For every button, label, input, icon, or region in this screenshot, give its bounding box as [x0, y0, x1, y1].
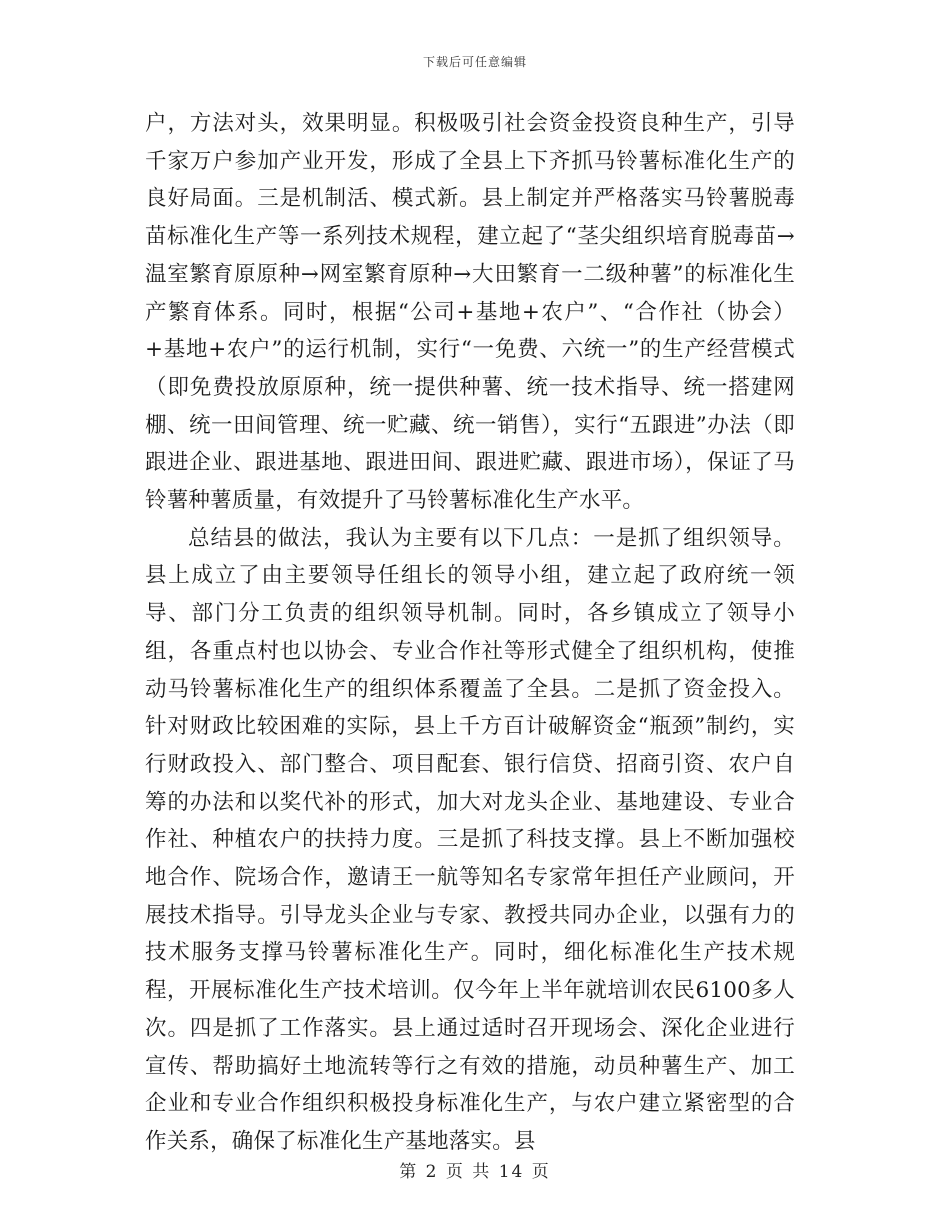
footer-suffix: 页 [531, 1162, 551, 1182]
total-page-count: 14 [498, 1162, 525, 1182]
paragraph-continuation: 户，方法对头，效果明显。积极吸引社会资金投资良种生产，引导千家万户参加产业开发，形成了全县上下齐抓马铃薯标准化生产的良好局面。三是机制活、模式新。县上制定并严格落实马铃薯脱毒苗标准化生产等一系列技术规程，建立起了“茎尖组织培育脱毒苗→温室繁育原原种→网室繁育原种→大田繁育一二级种薯”的标准化生产繁育体系。同时，根据“公司+基地+农户”、“合作社（协会）+基地+农户”的运行机制，实行“一免费、六统一”的生产经营模式（即免费投放原原种，统一提供种薯、统一技术指导、统一搭建网棚、统一田间管理、统一贮藏、统一销售），实行“五跟进”办法（即跟进企业、跟进基地、跟进田间、跟进贮藏、跟进市场），保证了马铃薯种薯质量，有效提升了马铃薯标准化生产水平。 [145, 111, 795, 514]
footer-middle: 页 共 [445, 1162, 492, 1182]
paragraph-summary: 总结县的做法，我认为主要有以下几点：一是抓了组织领导。县上成立了由主要领导任组长的领导小组，建立起了政府统一领导、部门分工负责的组织领导机制。同时，各乡镇成立了领导小组，各重点村也以协会、专业合作社等形式健全了组织机构，使推动马铃薯标准化生产的组织体系覆盖了全县。二是抓了资金投入。针对财政比较困难的实际，县上千方百计破解资金“瓶颈”制约，实行财政投入、部门整合、项目配套、银行信贷、招商引资、农户自筹的办法和以奖代补的形式，加大对龙头企业、基地建设、专业合作社、种植农户的扶持力度。三是抓了科技支撑。县上不断加强校地合作、院场合作，邀请王一航等知名专家常年担任产业顾问，开展技术指导。引导龙头企业与专家、教授共同办企业，以强有力的技术服务支撑马铃薯标准化生产。同时，细化标准化生产技术规程，开展标准化生产技术培训。仅今年上半年就培训农民6100多人次。四是抓了工作落实。县上通过适时召开现场会、深化企业进行宣传、帮助搞好土地流转等行之有效的措施，动员种薯生产、加工企业和专业合作组织积极投身标准化生产，与农户建立紧密型的合作关系，确保了标准化生产基地落实。县 [145, 525, 795, 1154]
current-page-number: 2 [425, 1162, 439, 1182]
footer-prefix: 第 [399, 1162, 419, 1182]
header-note: 下载后可任意编辑 [422, 55, 527, 69]
page-footer [0, 1157, 950, 1182]
document-body [145, 105, 795, 1161]
